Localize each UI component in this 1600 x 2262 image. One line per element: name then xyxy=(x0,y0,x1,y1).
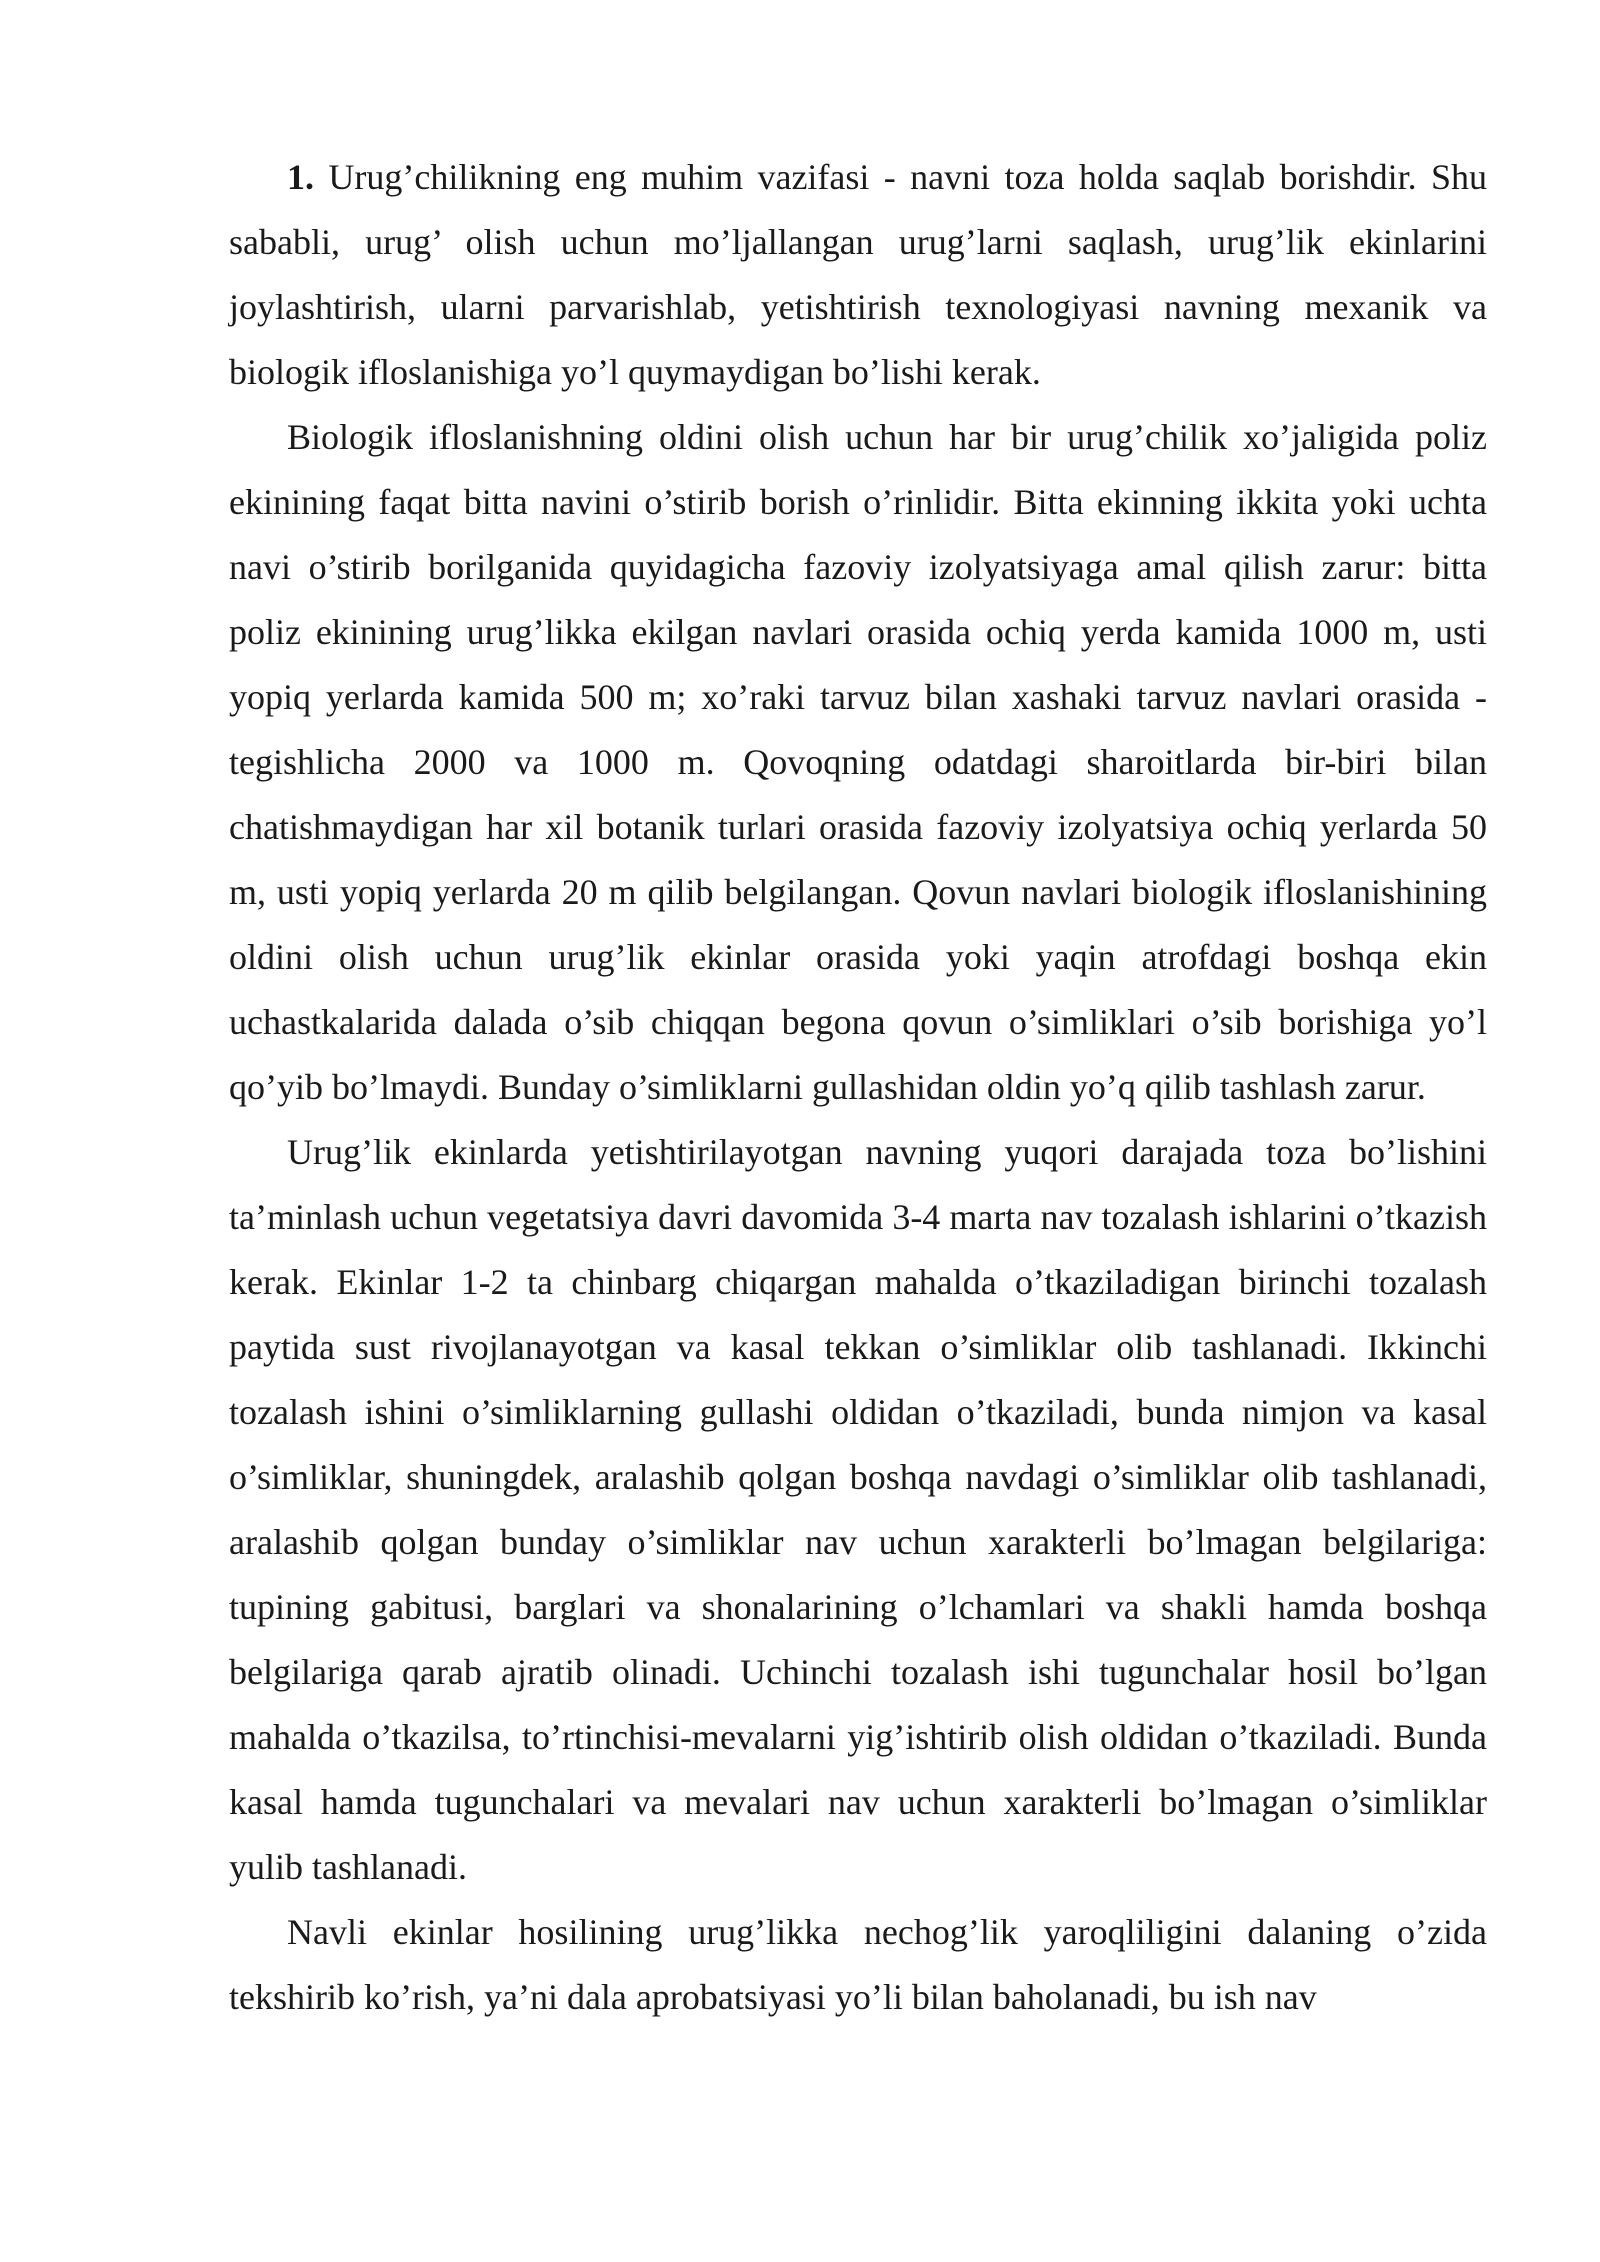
paragraph-2: Biologik ifloslanishning oldini olish uchun har bir urug’chilik xo’jaligida poliz ekinining faqat bitta navini o’stirib borish o’rinlidir. Bitta ekinning ikkita yoki uchta navi o’stirib borilganida quyidagicha fazoviy izolyatsiyaga amal qilish zarur: bitta poliz ekinining urug’likka ekilgan navlari orasida ochiq yerda kamida 1000 m, usti yopiq yerlarda kamida 500 m; xo’raki tarvuz bilan xashaki tarvuz navlari orasida - tegishlicha 2000 va 1000 m. Qovoqning odatdagi sharoitlarda bir-biri bilan chatishmaydigan har xil botanik turlari orasida fazoviy izolyatsiya ochiq yerlarda 50 m, usti yopiq yerlarda 20 m qilib belgilangan. Qovun navlari biologik ifloslanishining oldini olish uchun urug’lik ekinlar orasida yoki yaqin atrofdagi boshqa ekin uchastkalarida dalada o’sib chiqqan begona qovun o’simliklari o’sib borishiga yo’l qo’yib bo’lmaydi. Bunday o’simliklarni gullashidan oldin yo’q qilib tashlash zarur. xyxy=(229,417,1487,1107)
paragraph-4: Navli ekinlar hosilining urug’likka nechog’lik yaroqliligini dalaning o’zida tekshirib ko’rish, ya’ni dala aprobatsiyasi yo’li bilan baholanadi, bu ish nav xyxy=(229,1912,1487,2017)
paragraph-1-text: Urug’chilikning eng muhim vazifasi - navni toza holda saqlab borishdir. Shu sababli, urug’ olish uchun mo’ljallangan urug’larni saqlash, urug’lik ekinlarini joylashtirish, ularni parvarishlab, yetishtirish texnologiyasi navning mexanik va biologik ifloslanishiga yo’l quymaydigan bo’lishi kerak. xyxy=(229,157,1487,392)
document-body xyxy=(229,145,1487,2030)
paragraph-number: 1. xyxy=(287,157,314,197)
paragraph-3: Urug’lik ekinlarda yetishtirilayotgan navning yuqori darajada toza bo’lishini ta’minlash uchun vegetatsiya davri davomida 3-4 marta nav tozalash ishlarini o’tkazish kerak. Ekinlar 1-2 ta chinbarg chiqargan mahalda o’tkaziladigan birinchi tozalash paytida sust rivojlanayotgan va kasal tekkan o’simliklar olib tashlanadi. Ikkinchi tozalash ishini o’simliklarning gullashi oldidan o’tkaziladi, bunda nimjon va kasal o’simliklar, shuningdek, aralashib qolgan boshqa navdagi o’simliklar olib tashlanadi, aralashib qolgan bunday o’simliklar nav uchun xarakterli bo’lmagan belgilariga: tupining gabitusi, barglari va shonalarining o’lchamlari va shakli hamda boshqa belgilariga qarab ajratib olinadi. Uchinchi tozalash ishi tugunchalar hosil bo’lgan mahalda o’tkazilsa, to’rtinchisi-mevalarni yig’ishtirib olish oldidan o’tkaziladi. Bunda kasal hamda tugunchalari va mevalari nav uchun xarakterli bo’lmagan o’simliklar yulib tashlanadi. xyxy=(229,1132,1487,1887)
paragraph-1 xyxy=(229,145,1487,405)
